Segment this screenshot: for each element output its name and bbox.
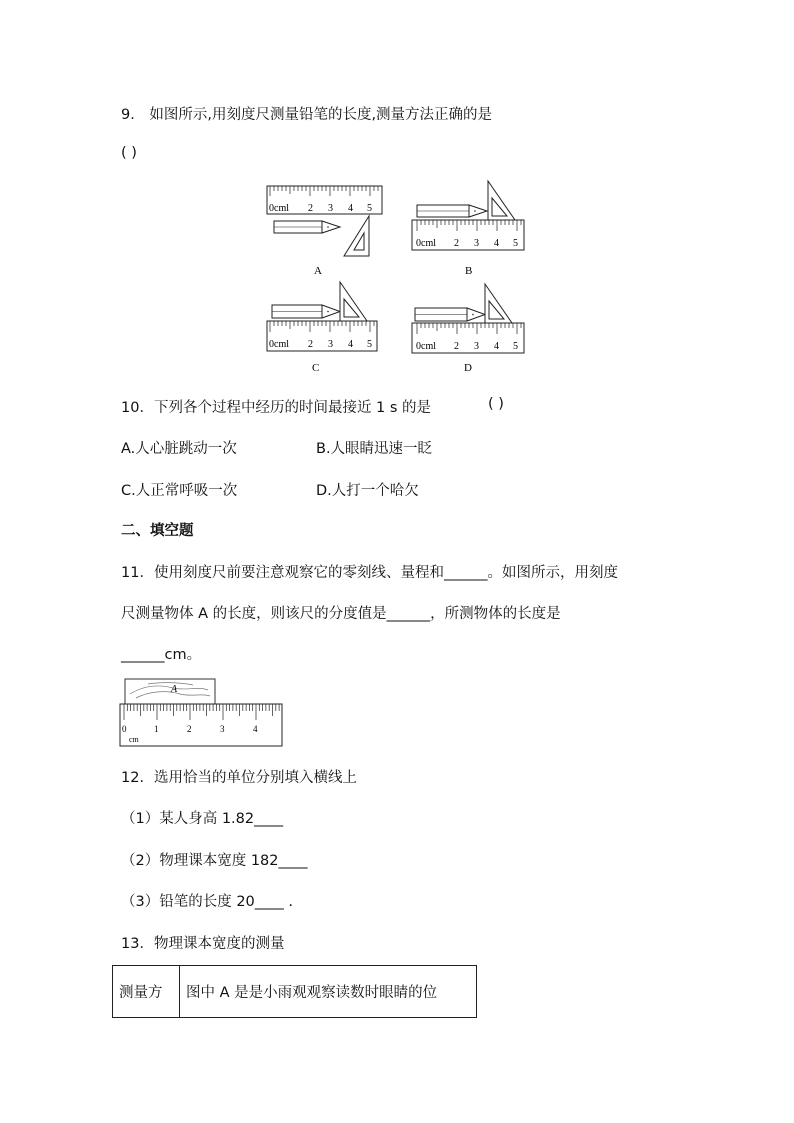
section-title: 二、填空题 xyxy=(121,523,194,539)
table-content-cell: 图中 A 是是小雨观观察读数时眼睛的位 xyxy=(180,966,477,1018)
svg-text:4: 4 xyxy=(494,238,499,249)
svg-text:4: 4 xyxy=(348,339,353,350)
q11-line-2: 尺测量物体 A 的长度，则该尺的分度值是______，所测物体的长度是 xyxy=(121,606,561,622)
q9-option-b-diagram xyxy=(412,181,524,277)
svg-text:3: 3 xyxy=(328,203,333,214)
svg-text:2: 2 xyxy=(308,203,313,214)
svg-text:0cml: 0cml xyxy=(269,339,289,350)
q12-stem: 12．选用恰当的单位分别填入横线上 xyxy=(121,770,357,786)
q9-stem: 9． 如图所示,用刻度尺测量铅笔的长度,测量方法正确的是 xyxy=(121,107,493,123)
q10-answer-blank: ( ) xyxy=(488,396,504,412)
set-square xyxy=(340,282,367,321)
pencil xyxy=(272,305,340,318)
svg-text:2: 2 xyxy=(308,339,313,350)
svg-text:0cml: 0cml xyxy=(416,341,436,352)
svg-text:2: 2 xyxy=(187,724,192,734)
q13-table xyxy=(112,965,477,1018)
svg-text:5: 5 xyxy=(367,339,372,350)
q9-option-d-diagram xyxy=(412,284,524,374)
set-square xyxy=(344,216,369,256)
q11-line-3: ______cm。 xyxy=(121,647,202,663)
option-label: A xyxy=(314,265,322,277)
svg-text:4: 4 xyxy=(348,203,353,214)
svg-text:0cml: 0cml xyxy=(416,238,436,249)
svg-text:2: 2 xyxy=(454,238,459,249)
ruler-unit: cm xyxy=(129,735,139,744)
table-header-cell: 测量方 xyxy=(113,966,180,1018)
q10-choice-c: C.人正常呼吸一次 xyxy=(121,483,238,499)
set-square xyxy=(488,181,515,220)
q9-option-c-diagram xyxy=(267,282,377,374)
q12-item-2: （2）物理课本宽度 182____ xyxy=(121,853,308,869)
svg-text:3: 3 xyxy=(474,341,479,352)
table-row xyxy=(113,966,477,1018)
option-label: B xyxy=(465,265,473,277)
svg-text:4: 4 xyxy=(494,341,499,352)
svg-text:5: 5 xyxy=(513,238,518,249)
svg-text:5: 5 xyxy=(367,203,372,214)
q13-stem: 13．物理课本宽度的测量 xyxy=(121,936,285,952)
q9-figure xyxy=(262,176,532,376)
pencil xyxy=(415,308,485,321)
q11-line-1: 11．使用刻度尺前要注意观察它的零刻线、量程和______。如图所示，用刻度 xyxy=(121,565,618,581)
q10-choice-d: D.人打一个哈欠 xyxy=(316,483,419,499)
pencil xyxy=(274,221,340,233)
pencil xyxy=(417,205,487,217)
option-label: D xyxy=(464,362,472,374)
svg-text:3: 3 xyxy=(328,339,333,350)
q10-choice-b: B.人眼睛迅速一眨 xyxy=(316,441,433,457)
q10-stem: 10．下列各个过程中经历的时间最接近 1 s 的是 xyxy=(121,400,432,416)
object-a xyxy=(125,679,215,704)
svg-text:5: 5 xyxy=(513,341,518,352)
ruler-label: 0cml xyxy=(269,203,289,214)
svg-text:3: 3 xyxy=(474,238,479,249)
svg-text:1: 1 xyxy=(154,724,159,734)
q9-answer-blank: ( ) xyxy=(121,145,137,161)
svg-text:3: 3 xyxy=(220,724,225,734)
q12-item-1: （1）某人身高 1.82____ xyxy=(121,811,284,827)
object-a-label: A xyxy=(171,684,178,695)
option-label: C xyxy=(312,362,320,374)
svg-text:2: 2 xyxy=(454,341,459,352)
q9-option-a-diagram xyxy=(267,186,382,277)
q12-item-3: （3）铅笔的长度 20____ . xyxy=(121,894,294,910)
set-square xyxy=(485,284,512,323)
q11-figure xyxy=(118,676,288,748)
ruler-number: 0 xyxy=(122,724,127,734)
svg-text:4: 4 xyxy=(253,724,258,734)
q10-choice-a: A.人心脏跳动一次 xyxy=(121,441,237,457)
